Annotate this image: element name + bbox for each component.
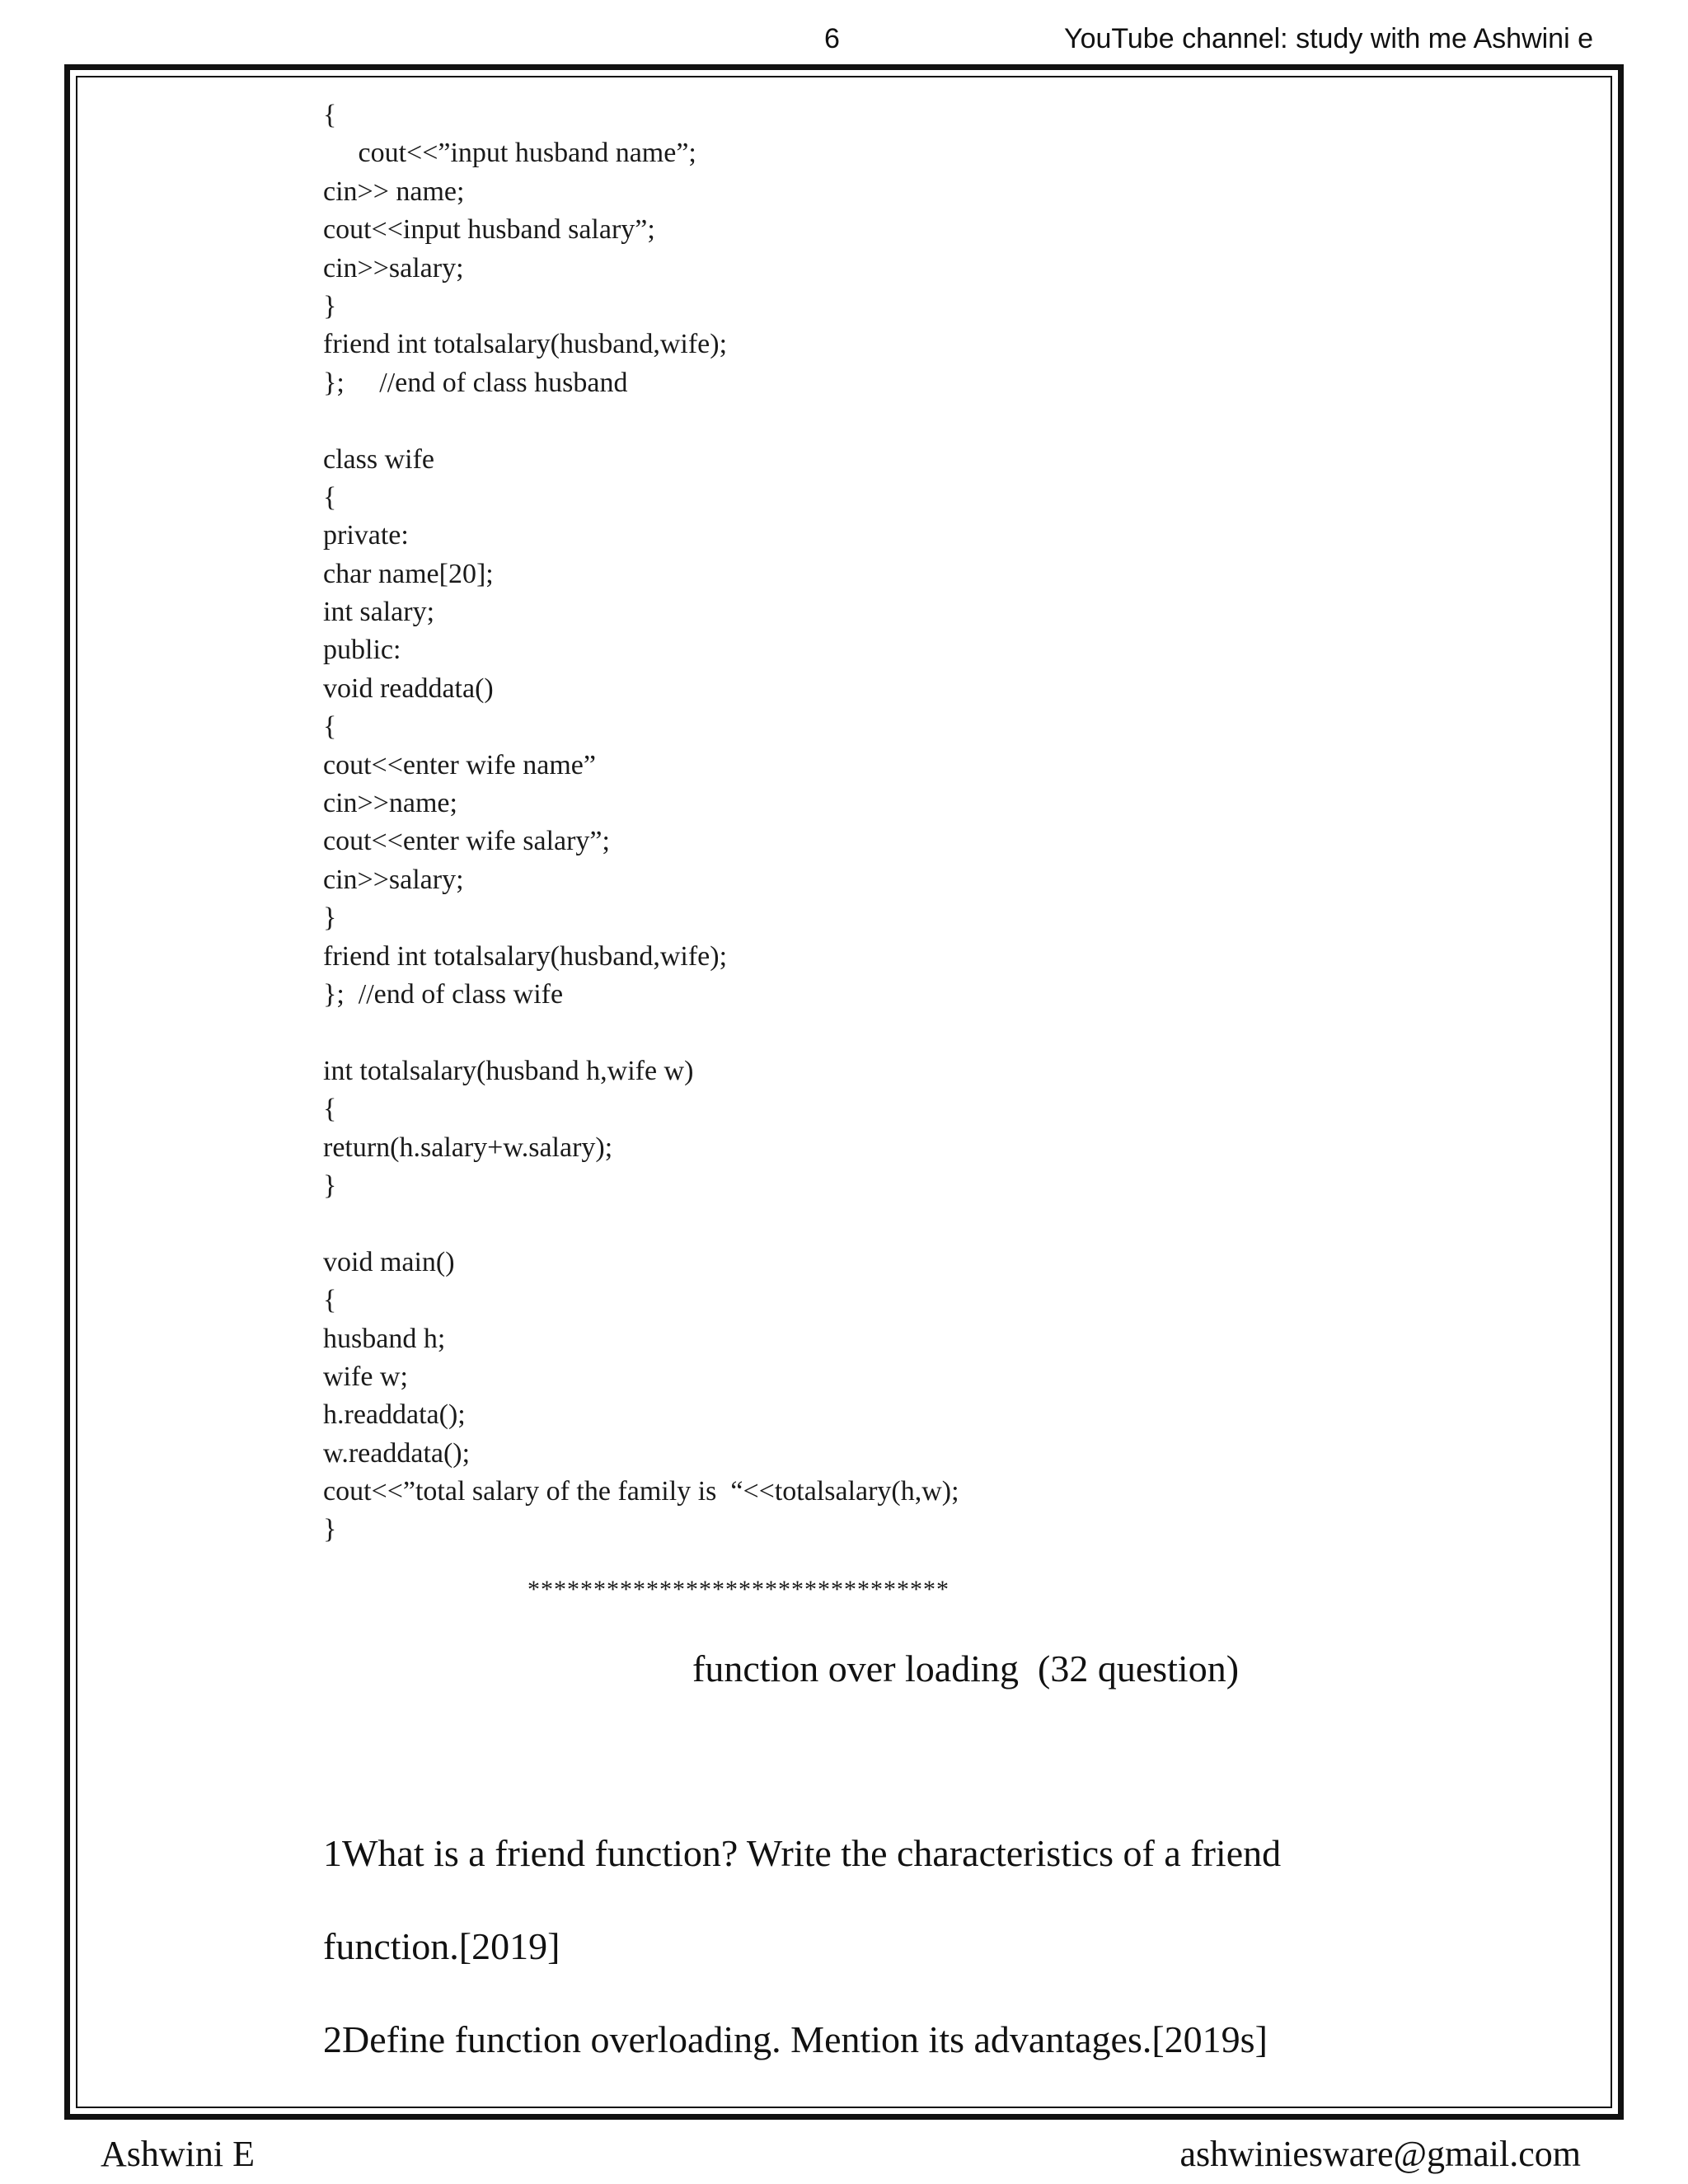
code-line: cin>> name; — [323, 176, 465, 207]
code-line: return(h.salary+w.salary); — [323, 1132, 613, 1163]
code-line: { — [323, 711, 337, 743]
code-line: cin>>salary; — [323, 252, 464, 284]
code-line: }; //end of class husband — [323, 367, 628, 398]
code-line: } — [323, 1169, 337, 1201]
section-title: function over loading (32 question) — [692, 1647, 1240, 1690]
code-line: cin>>salary; — [323, 864, 464, 895]
code-line: cout<<enter wife salary”; — [323, 826, 610, 857]
code-line: } — [323, 902, 337, 934]
footer-email: ashwiniesware@gmail.com — [1179, 2134, 1581, 2174]
code-line: void readdata() — [323, 673, 494, 704]
code-line: h.readdata(); — [323, 1399, 466, 1431]
code-line: husband h; — [323, 1323, 446, 1354]
page-number: 6 — [824, 23, 840, 54]
code-line: int totalsalary(husband h,wife w) — [323, 1055, 694, 1086]
code-line: { — [323, 1285, 337, 1316]
code-line: private: — [323, 520, 409, 551]
code-line: cout<<”total salary of the family is “<<totalsalary(h,w); — [323, 1476, 959, 1507]
code-line: cout<<enter wife name” — [323, 749, 596, 780]
code-line: { — [323, 100, 337, 130]
separator-stars: ******************************** — [528, 1576, 950, 1603]
code-line: w.readdata(); — [323, 1437, 471, 1469]
code-line: cout<<”input husband name”; — [323, 138, 696, 169]
question-2: 2Define function overloading. Mention its advantages.[2019s] — [323, 2018, 1268, 2060]
code-line — [323, 1014, 1559, 1052]
code-line: cout<<input husband salary”; — [323, 214, 655, 246]
code-line: } — [323, 290, 337, 321]
code-line: friend int totalsalary(husband,wife); — [323, 329, 728, 360]
code-line: public: — [323, 635, 401, 666]
code-line: int salary; — [323, 597, 435, 628]
code-line: wife w; — [323, 1361, 408, 1392]
code-line: class wife — [323, 443, 435, 475]
code-line: }; //end of class wife — [323, 978, 564, 1010]
code-line: { — [323, 481, 337, 513]
footer-author: Ashwini E — [101, 2134, 255, 2174]
code-line — [323, 1205, 1559, 1243]
code-line: char name[20]; — [323, 558, 494, 589]
code-line: cin>>name; — [323, 788, 457, 819]
code-line: } — [323, 1514, 337, 1545]
code-line — [323, 402, 1559, 440]
question-1-line-2: function.[2019] — [323, 1925, 560, 1967]
code-line: friend int totalsalary(husband,wife); — [323, 940, 728, 972]
code-line: void main() — [323, 1246, 455, 1277]
code-line: { — [323, 1094, 337, 1125]
code-listing — [323, 96, 1559, 1549]
question-1-line-1: 1What is a friend function? Write the characteristics of a friend — [323, 1832, 1282, 1874]
channel-header: YouTube channel: study with me Ashwini e — [1064, 23, 1593, 54]
